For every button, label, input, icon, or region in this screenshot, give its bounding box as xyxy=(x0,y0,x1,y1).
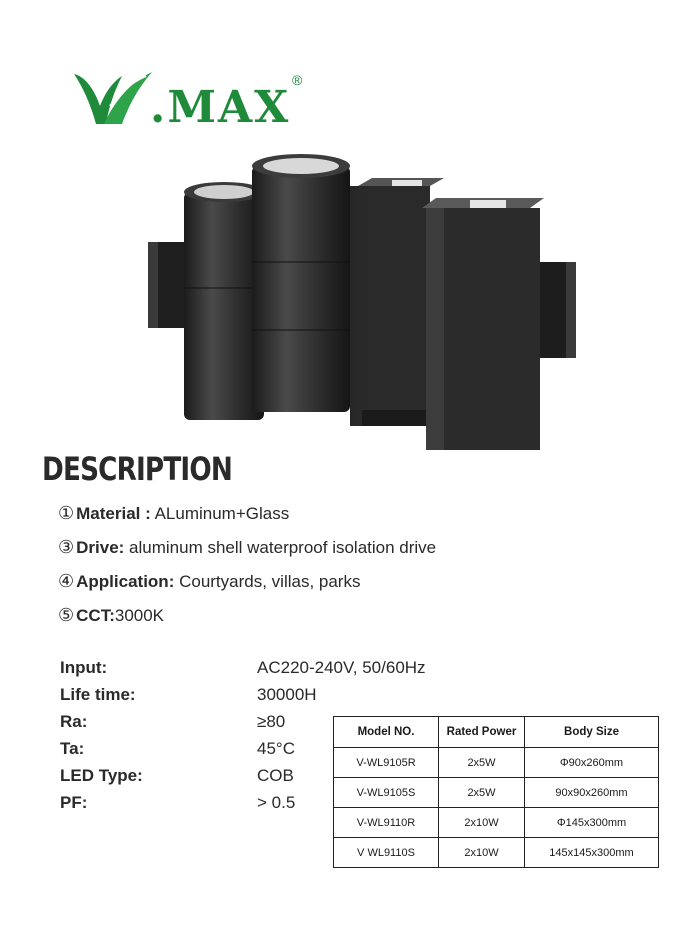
model-table xyxy=(333,716,659,868)
feature-item-application xyxy=(58,570,436,604)
feature-label: Drive: xyxy=(76,538,125,557)
wall-light-product-photo xyxy=(140,150,585,450)
column-header-power: Rated Power xyxy=(439,717,525,748)
table-cell: Φ145x300mm xyxy=(525,808,659,838)
table-cell: Φ90x260mm xyxy=(525,748,659,778)
spec-value: > 0.5 xyxy=(257,793,296,812)
spec-label: Input: xyxy=(60,658,108,677)
table-cell: 90x90x260mm xyxy=(525,778,659,808)
table-cell: 2x10W xyxy=(439,808,525,838)
column-header-model: Model NO. xyxy=(334,717,439,748)
table-cell: 145x145x300mm xyxy=(525,838,659,868)
spec-label: Ra: xyxy=(60,712,88,731)
brand-logo xyxy=(70,66,320,136)
spec-value: ≥80 xyxy=(257,712,286,731)
feature-label: Application: xyxy=(76,572,175,591)
circled-number: ④ xyxy=(58,571,75,591)
spec-row-pf xyxy=(60,793,340,820)
column-header-size: Body Size xyxy=(525,717,659,748)
table-header-row xyxy=(334,717,659,748)
feature-value: aluminum shell waterproof isolation drive xyxy=(124,538,437,557)
leaf-v-logo-icon xyxy=(70,66,154,128)
brand-wordmark: .MAX xyxy=(150,82,291,133)
spec-row-life-time xyxy=(60,685,340,712)
spec-row-ta xyxy=(60,739,340,766)
table-row xyxy=(334,748,659,778)
feature-label: Material : xyxy=(76,504,151,523)
spec-label: Ta: xyxy=(60,739,85,758)
spec-row-led-type xyxy=(60,766,340,793)
feature-label: CCT: xyxy=(76,606,115,625)
description-heading: DESCRIPTION xyxy=(42,450,232,488)
spec-label: LED Type: xyxy=(60,766,143,785)
circled-number: ③ xyxy=(58,537,75,557)
spec-row-input xyxy=(60,658,426,685)
spec-row-ra xyxy=(60,712,340,739)
table-cell: V-WL9105S xyxy=(334,778,439,808)
feature-value: ALuminum+Glass xyxy=(150,504,290,523)
spec-label: Life time: xyxy=(60,685,136,704)
circled-number: ⑤ xyxy=(58,605,75,625)
feature-value: Courtyards, villas, parks xyxy=(174,572,361,591)
feature-item-drive xyxy=(58,536,436,570)
feature-list xyxy=(58,502,436,638)
table-row xyxy=(334,838,659,868)
table-row xyxy=(334,778,659,808)
table-cell: V-WL9110R xyxy=(334,808,439,838)
spec-value: COB xyxy=(257,766,294,785)
table-cell: 2x10W xyxy=(439,838,525,868)
feature-item-cct xyxy=(58,604,436,638)
table-cell: V WL9110S xyxy=(334,838,439,868)
table-row xyxy=(334,808,659,838)
spec-value: 45°C xyxy=(257,739,295,758)
feature-item-material xyxy=(58,502,436,536)
table-cell: 2x5W xyxy=(439,778,525,808)
table-cell: 2x5W xyxy=(439,748,525,778)
registered-mark: ® xyxy=(292,72,303,88)
circled-number: ① xyxy=(58,503,75,523)
feature-value: 3000K xyxy=(114,606,165,625)
spec-label: PF: xyxy=(60,793,88,812)
spec-value: 30000H xyxy=(257,685,317,704)
spec-value: AC220-240V, 50/60Hz xyxy=(257,658,426,677)
table-cell: V-WL9105R xyxy=(334,748,439,778)
